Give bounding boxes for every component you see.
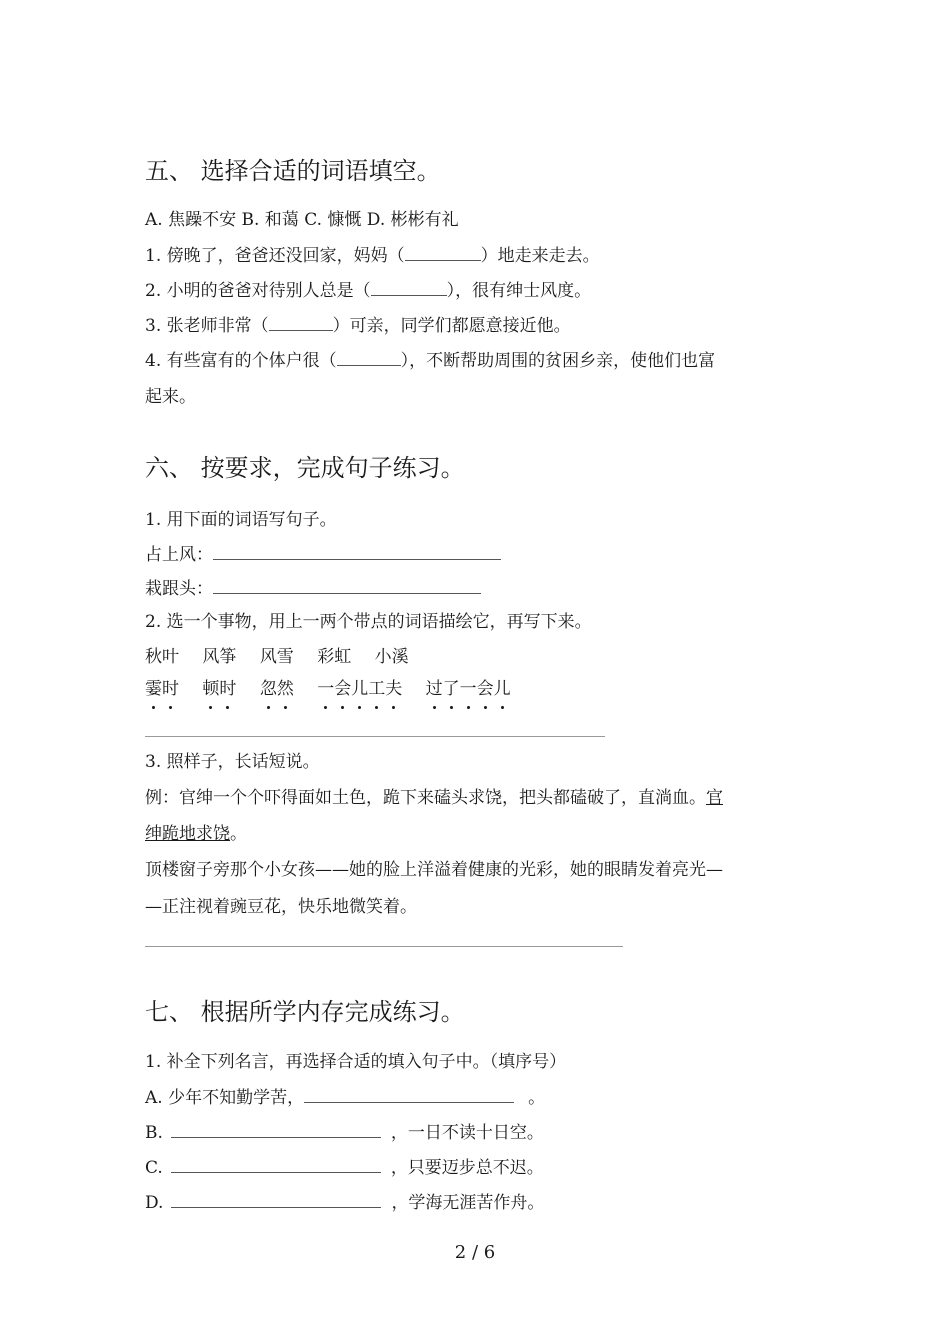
thing-item: 彩虹 [317,647,352,667]
example-line [145,786,723,810]
dotted-char: 了 [442,679,460,699]
q4-text-post: ），不断帮助周围的贫困乡亲，使他们也富 [400,351,716,371]
section6-q1-a [145,542,501,567]
dotted-word [260,677,294,701]
section5-q4 [145,348,715,373]
dotted-char: 夫 [385,679,403,699]
dotted-word [145,677,179,701]
section5-heading: 五、 选择合适的词语填空。 [145,157,441,185]
q1-a-answer-blank[interactable] [213,542,501,560]
dotted-char: 时 [219,679,237,699]
q1-answer-blank[interactable] [405,243,481,261]
dotted-char: 然 [276,679,294,699]
task-line-1: 顶楼窗子旁那个小女孩——她的脸上洋溢着健康的光彩，她的眼睛发着亮光— [145,860,723,880]
quote-a-end: 。 [528,1088,546,1108]
dotted-char: 时 [162,679,179,699]
example-text: 例：官绅一个个吓得面如土色，跪下来磕头求饶，把头都磕破了，直淌血。 [145,788,706,808]
quote-d [145,1190,544,1215]
section6-heading: 六、 按要求，完成句子练习。 [145,454,465,482]
section6-q3: 3. 照样子，长话短说。 [145,752,320,772]
example-answer-start: 官 [706,788,723,808]
thing-item: 风雪 [259,647,294,667]
q3-answer-blank[interactable] [269,313,333,331]
quote-b-label: B. [145,1123,163,1143]
example-end: 。 [230,824,247,844]
dotted-char: 忽 [259,679,277,699]
dotted-char: 顿 [202,679,220,699]
dotted-char: 儿 [493,679,511,699]
quote-d-text: ，学海无涯苦作舟。 [391,1193,545,1213]
quote-a [145,1085,545,1110]
q2-answer-line[interactable] [145,736,605,737]
quote-a-text: A. 少年不知勤学苦， [145,1088,305,1108]
q4-answer-blank[interactable] [337,348,401,366]
dotted-char: 儿 [351,679,369,699]
quote-c-blank[interactable] [171,1155,381,1173]
dotted-char: 一 [317,679,335,699]
section5-options: A. 焦躁不安 B. 和蔼 C. 慷慨 D. 彬彬有礼 [145,210,459,230]
dotted-words-list [145,677,529,701]
q4-text-pre: 4. 有些富有的个体户很（ [145,351,337,371]
section5-q3 [145,313,571,338]
example-answer: 绅跪地求饶 [145,824,230,844]
q1-text-pre: 1. 傍晚了，爸爸还没回家，妈妈（ [145,246,405,266]
q3-text-pre: 3. 张老师非常（ [145,316,269,336]
q2-text-pre: 2. 小明的爸爸对待别人总是（ [145,281,371,301]
q2-answer-blank[interactable] [371,278,447,296]
thing-item: 风筝 [202,647,237,667]
dotted-char: 霎 [145,679,162,699]
thing-item: 小溪 [374,647,409,667]
dotted-word [426,677,511,701]
quote-c-text: ，只要迈步总不迟。 [390,1158,544,1178]
things-list [145,645,427,669]
q1-text-post: ）地走来走去。 [480,246,600,266]
quote-c [145,1155,544,1180]
section6-q1-b [145,576,481,601]
quote-d-blank[interactable] [171,1190,381,1208]
dotted-word [202,677,236,701]
section6-q1: 1. 用下面的词语写句子。 [145,510,337,530]
dotted-word [317,677,402,701]
dotted-char: 工 [368,679,386,699]
section7-q1: 1. 补全下列名言，再选择合适的填入句子中。（填序号） [145,1052,567,1072]
dotted-char: 会 [334,679,352,699]
section5-q4-continued: 起来。 [145,387,196,407]
thing-item: 秋叶 [145,647,179,667]
q3-text-post: ）可亲，同学们都愿意接近他。 [332,316,571,336]
dotted-char: 一 [459,679,477,699]
quote-b-blank[interactable] [171,1120,381,1138]
quote-d-label: D. [145,1193,164,1213]
section6-q2: 2. 选一个事物，用上一两个带点的词语描绘它，再写下来。 [145,612,592,632]
section5-q2 [145,278,591,303]
example-line-2 [145,822,247,846]
quote-b-text: ，一日不读十日空。 [390,1123,544,1143]
q1-b-answer-blank[interactable] [213,576,481,594]
q2-text-post: ），很有绅士风度。 [446,281,592,301]
q3-answer-line[interactable] [145,946,623,947]
quote-a-blank[interactable] [304,1085,514,1103]
q1-a-label: 占上风： [145,545,213,565]
quote-b [145,1120,544,1145]
page-number: 2 / 6 [454,1242,496,1263]
q1-b-label: 栽跟头： [145,579,213,599]
section7-heading: 七、 根据所学内存完成练习。 [145,998,465,1026]
task-line-2: —正注视着豌豆花，快乐地微笑着。 [145,897,417,917]
dotted-char: 过 [425,679,443,699]
quote-c-label: C. [145,1158,163,1178]
dotted-char: 会 [476,679,494,699]
section5-q1 [145,243,600,268]
